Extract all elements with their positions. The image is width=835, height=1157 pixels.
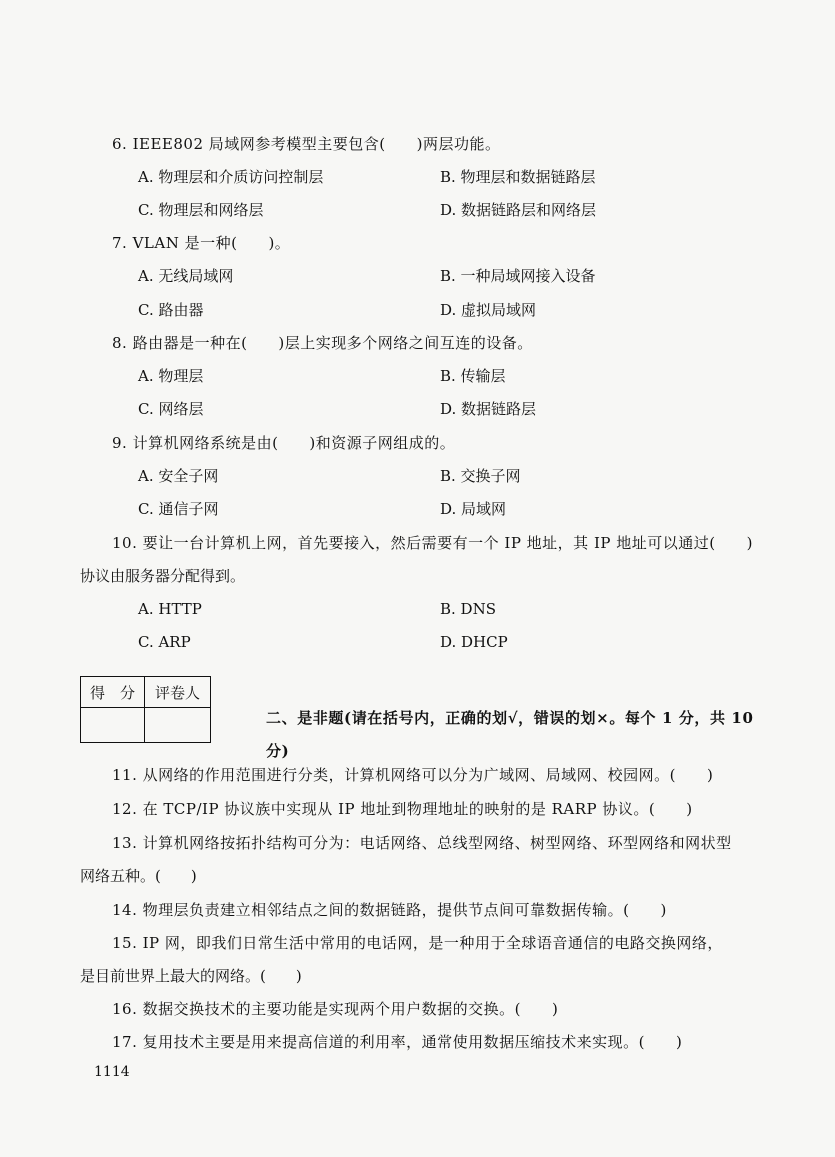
question-10-stem: 10. 要让一台计算机上网，首先要接入，然后需要有一个 IP 地址，其 IP 地址可以通过( ) xyxy=(112,534,753,552)
question-13-continued: 网络五种。( ) xyxy=(80,867,197,885)
question-10-stem-continued: 协议由服务器分配得到。 xyxy=(80,567,246,585)
question-8-option-d: D. 数据链路层 xyxy=(440,400,537,418)
question-8-option-c: C. 网络层 xyxy=(138,400,204,418)
section-2-title: 二、是非题(请在括号内，正确的划√，错误的划×。每个 1 分，共 10 分) xyxy=(266,709,754,760)
question-7-option-a: A. 无线局域网 xyxy=(138,267,234,285)
question-6-option-a: A. 物理层和介质访问控制层 xyxy=(138,168,324,186)
question-14: 14. 物理层负责建立相邻结点之间的数据链路，提供节点间可靠数据传输。( ) xyxy=(112,901,667,919)
question-9-option-b: B. 交换子网 xyxy=(440,467,521,485)
question-11: 11. 从网络的作用范围进行分类，计算机网络可以分为广域网、局域网、校园网。( ) xyxy=(112,766,714,784)
question-16: 16. 数据交换技术的主要功能是实现两个用户数据的交换。( ) xyxy=(112,1000,559,1018)
question-9-option-d: D. 局域网 xyxy=(440,500,507,518)
question-13: 13. 计算机网络按拓扑结构可分为：电话网络、总线型网络、树型网络、环型网络和网状型 xyxy=(112,834,732,852)
question-10-option-a: A. HTTP xyxy=(138,600,202,618)
question-10-option-d: D. DHCP xyxy=(440,633,508,651)
question-10-option-b: B. DNS xyxy=(440,600,496,618)
question-8-option-a: A. 物理层 xyxy=(138,367,204,385)
question-9-option-c: C. 通信子网 xyxy=(138,500,219,518)
question-15-continued: 是目前世界上最大的网络。( ) xyxy=(80,967,302,985)
question-7-stem: 7. VLAN 是一种( )。 xyxy=(112,234,291,252)
question-12: 12. 在 TCP/IP 协议族中实现从 IP 地址到物理地址的映射的是 RARP 协议。( ) xyxy=(112,800,693,818)
question-9-option-a: A. 安全子网 xyxy=(138,467,219,485)
question-6-option-d: D. 数据链路层和网络层 xyxy=(440,201,597,219)
question-6-option-c: C. 物理层和网络层 xyxy=(138,201,264,219)
question-8-option-b: B. 传输层 xyxy=(440,367,506,385)
question-7-option-d: D. 虚拟局域网 xyxy=(440,301,537,319)
page-number: 1114 xyxy=(94,1064,130,1080)
question-10-option-c: C. ARP xyxy=(138,633,191,651)
question-7-option-c: C. 路由器 xyxy=(138,301,204,319)
grader-label: 评卷人 xyxy=(145,677,211,708)
question-8-stem: 8. 路由器是一种在( )层上实现多个网络之间互连的设备。 xyxy=(112,334,533,352)
score-label: 得 分 xyxy=(81,677,145,708)
question-9-stem: 9. 计算机网络系统是由( )和资源子网组成的。 xyxy=(112,434,456,452)
grader-cell xyxy=(145,708,211,743)
question-7-option-b: B. 一种局域网接入设备 xyxy=(440,267,596,285)
question-15: 15. IP 网，即我们日常生活中常用的电话网，是一种用于全球语音通信的电路交换网络， xyxy=(112,934,723,952)
question-6-option-b: B. 物理层和数据链路层 xyxy=(440,168,596,186)
score-box xyxy=(80,676,211,743)
question-6-stem: 6. IEEE802 局域网参考模型主要包含( )两层功能。 xyxy=(112,135,501,153)
question-17: 17. 复用技术主要是用来提高信道的利用率，通常使用数据压缩技术来实现。( ) xyxy=(112,1033,683,1051)
score-cell xyxy=(81,708,145,743)
